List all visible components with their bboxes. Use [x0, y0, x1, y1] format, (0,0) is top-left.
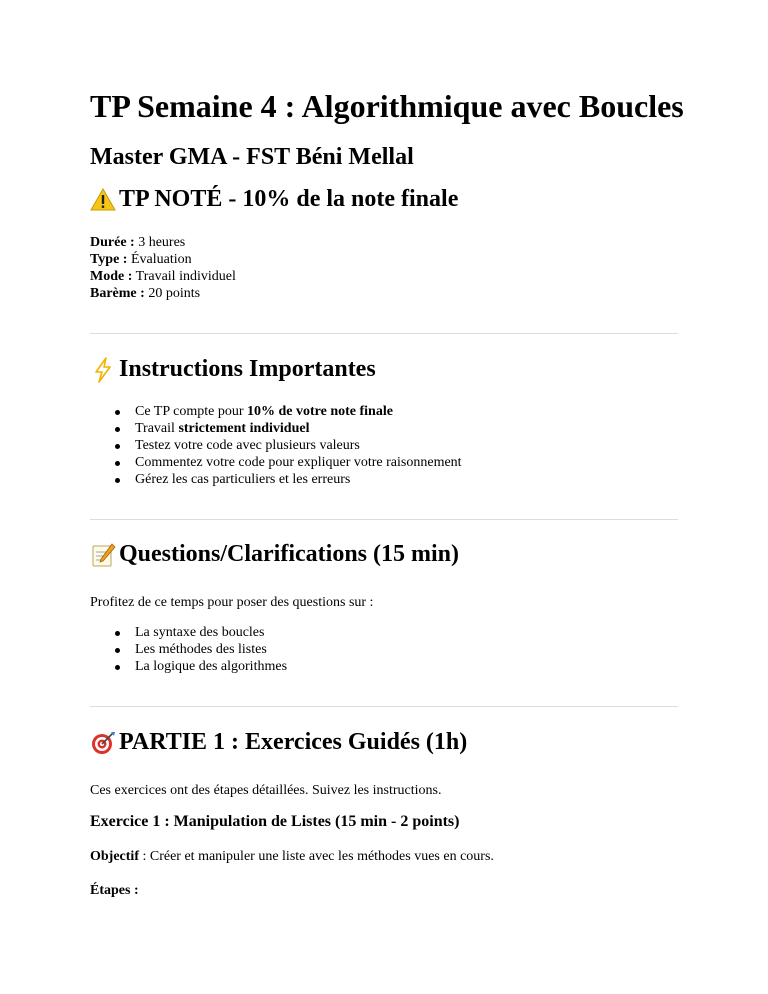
divider	[90, 333, 678, 334]
exercice1-heading: Exercice 1 : Manipulation de Listes (15 min - 2 points)	[90, 813, 460, 830]
list-item: Gérez les cas particuliers et les erreurs	[90, 471, 462, 488]
questions-heading-text: Questions/Clarifications (15 min)	[119, 541, 459, 567]
exercice1-objectif: Objectif : Créer et manipuler une liste avec les méthodes vues en cours.	[90, 849, 494, 864]
partie1-intro: Ces exercices ont des étapes détaillées. Suivez les instructions.	[90, 783, 442, 798]
memo-icon	[90, 542, 116, 568]
target-icon	[90, 730, 116, 756]
list-item: La logique des algorithmes	[90, 658, 287, 675]
questions-list	[90, 624, 287, 675]
list-item: Les méthodes des listes	[90, 641, 287, 658]
tp-note-heading	[90, 186, 458, 213]
info-duree: Durée : 3 heures	[90, 235, 186, 250]
exercice1-etapes-label: Étapes :	[90, 883, 139, 898]
instructions-heading	[90, 356, 376, 383]
page-subtitle: Master GMA - FST Béni Mellal	[90, 144, 414, 170]
warning-icon	[90, 187, 116, 213]
instructions-heading-text: Instructions Importantes	[119, 356, 376, 382]
list-item: Ce TP compte pour 10% de votre note finale	[90, 403, 462, 420]
info-type: Type : Évaluation	[90, 252, 192, 267]
list-item: Travail strictement individuel	[90, 420, 462, 437]
partie1-heading	[90, 729, 467, 756]
partie1-heading-text: PARTIE 1 : Exercices Guidés (1h)	[119, 729, 468, 755]
list-item: Testez votre code avec plusieurs valeurs	[90, 437, 462, 454]
tp-info-list	[90, 234, 236, 302]
lightning-icon	[90, 357, 116, 383]
list-item: Commentez votre code pour expliquer votre raisonnement	[90, 454, 462, 471]
info-bareme: Barème : 20 points	[90, 286, 201, 301]
questions-heading	[90, 541, 459, 568]
list-item: La syntaxe des boucles	[90, 624, 287, 641]
divider	[90, 706, 678, 707]
info-mode: Mode : Travail individuel	[90, 269, 236, 284]
page-title: TP Semaine 4 : Algorithmique avec Boucles	[90, 88, 684, 124]
questions-intro: Profitez de ce temps pour poser des questions sur :	[90, 595, 374, 610]
tp-note-heading-text: TP NOTÉ - 10% de la note finale	[119, 186, 459, 212]
instructions-list	[90, 403, 462, 488]
divider	[90, 519, 678, 520]
